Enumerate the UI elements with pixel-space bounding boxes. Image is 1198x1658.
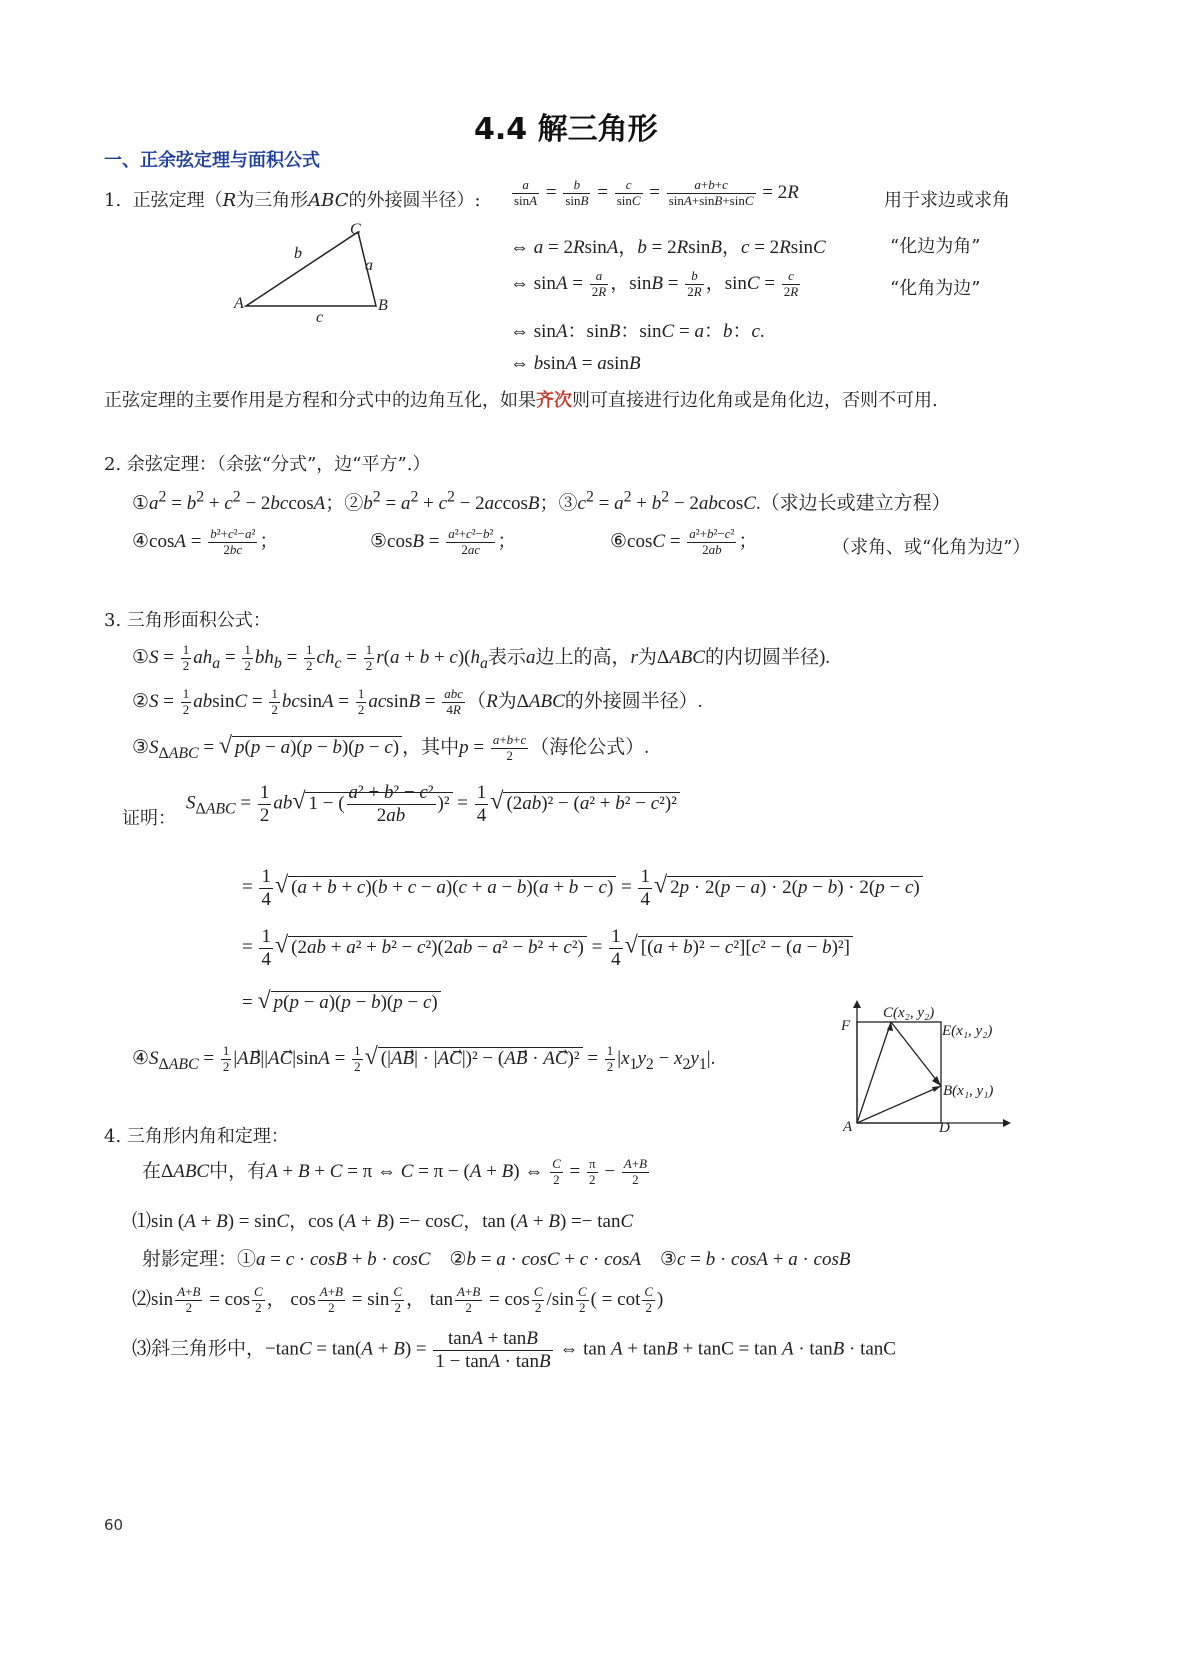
highlight-homogeneous: 齐次 [536,390,572,411]
sine-law-eq4: ⇔ sinA：sinB：sinC = a：b：c. [510,321,765,342]
cosine-formula-c: ⑥cosC = $\frac{\text{a²+b²−c²}}{2ab}$ ； [610,526,758,558]
area-formula-1: ①S = $\frac{1}{2}$ $ah_a$ = $\frac{1}{2}$ $bh_b$ = $\frac{1}{2}$ $ch_c$ = $\frac{1}{2}$ $r(a + b + c)(h_a$表示a边上的高，r为ΔABC的内切圆半径). [132,642,831,674]
area-formula-2: ②S = $\frac{1}{2}$ absinC = $\frac{1}{2}$ bcsinA = $\frac{1}{2}$ acsinB = abc 4R （R为ΔABC的外接圆半径）. [132,686,703,718]
angle-sum-line0: 在ΔABC中，有A + B + C = π ⇔ C = π − (A + B) ⇔ $\frac{C}{2}$ = $\frac{\pi}{2}$ − $\frac{A+B}{2}$ [142,1156,648,1188]
angle-sum-lead: 4. 三角形内角和定理： [104,1126,289,1147]
vertex-a-label: A [234,295,244,312]
section-heading: 一、正余弦定理与面积公式 [104,150,320,171]
point-a-label: A [843,1119,853,1135]
sine-law-note: 用于求边或求角 [884,190,1010,211]
oblique-triangle-identity: ⑶斜三角形中，−tanC = tan(A + B) = $\frac{\tan A + \tan B}{1 - \tan A \cdot \tan B}$ ⇔ tan A + tanB + tanC = tan A · tanB · tanC [132,1328,896,1372]
point-b-label: B(x₁, y₁) [943,1083,994,1099]
side-b-label: b [294,245,302,262]
sine-law-eq2: ⇔ a = 2RsinA，b = 2RsinB，c = 2RsinC [510,237,826,258]
sine-law-main-equation: $\frac{a}{\sin A}$ = $\frac{b}{\sin B}$ = $\frac{c}{\sin C}$ = $\frac{a+b+c}{\sin A+\sin B+\sin C}$ = 2R [514,177,799,208]
triangle-diagram [228,218,398,328]
sine-law-eq5: ⇔ bsinA = asinB [510,353,641,374]
area-lead: 3. 三角形面积公式： [104,610,271,631]
proof-label: 证明： [122,808,176,829]
half-angle-identities: ⑵sin $\frac{A+B}{2}$ = cos $\frac{C}{2}$ ， cos $\frac{A+B}{2}$ = sin $\frac{C}{2}$ ， tan $\frac{A+B}{2}$ = cos $\frac{C}{2}$ /sin $\frac{C}{2}$ ( = cot $\frac{C}{2}$ ) [132,1284,664,1316]
projection-theorem: 射影定理：①a = c · cosB + b · cosC ②b = a · cosC + c · cosA ③c = b · cosA + a · cosB [142,1249,851,1270]
sine-law-eq3: ⇔ sinA = $\frac{a}{2R}$ ，sinB = $\frac{b}{2R}$ ，sinC = $\frac{c}{2R}$ [510,268,799,300]
side-a-label: a [365,257,373,274]
proof-line-2: = $\frac{1}{4}$ √ (a + b + c)(b + c − a)(c + a − b)(a + b − c) = $\frac{1}{4}$ √ 2p · 2(p − a) · 2(p − b) · 2(p − c) [242,866,923,911]
cosine-formula-b: ⑤cosB = $\frac{\text{a²+c²−b²}}{2ac}$ ； [370,526,517,558]
sine-law-lead: 1. 正弦定理（R为三角形ABC的外接圆半径）: [104,190,481,211]
area-formula-vector: $④S_{\Delta ABC}$ = $\frac{1}{2}$ |AB⃗||AC⃗|sinA = $\frac{1}{2}$ √ (|AB⃗| · |AC⃗|)² − (AB⃗ · AC⃗)² = $\frac{1}{2}$ $|x_1y_2 - x_2y_1|$. [132,1043,716,1075]
cosine-formula-a: ④cosA = $\frac{\text{b²+c²−a²}}{2bc}$ ； [132,526,279,558]
side-c-label: c [316,309,324,326]
cosine-law-lead: 2. 余弦定理：（余弦“分式”，边“平方”.） [104,454,431,475]
cosine-law-note: （求角、或“化角为边”） [832,537,1031,558]
sine-law-note3: “化角为边” [890,278,981,299]
coordinate-diagram [835,998,1015,1138]
cosine-law-line1: $①a^2 = b^2 + c^2 - 2bccosA$；$②b^2 = a^2 + c^2 - 2accosB$；$③c^2 = a^2 + b^2 - 2abcosC$.（求边长或建立方程） [132,488,951,514]
sine-law-note2: “化边为角” [890,236,981,257]
proof-line-1: $S_{\Delta ABC}$ = $\frac{1}{2}$ ab√ 1 − ( $\frac{\text{a² + b² − c²}}{2ab}$ )² = $\frac{1}{4}$ √ (2ab)² − (a² + b² − c²)² [186,782,680,827]
angle-sum-line1: ⑴sin (A + B) = sinC，cos (A + B) =− cosC，tan (A + B) =− tanC [132,1211,634,1232]
area-formula-heron: $③S_{\Delta ABC}$ = √ p(p − a)(p − b)(p − c) ，其中p = $\frac{a+b+c}{2}$ （海伦公式）. [132,732,650,764]
point-f-label: F [841,1018,851,1034]
page-number: 60 [104,1516,124,1534]
vertex-b-label: B [378,297,388,314]
point-d-label: D [939,1120,950,1136]
page-title: 4.4 解三角形 [474,112,658,147]
proof-line-3: = $\frac{1}{4}$ √ (2ab + a² + b² − c²)(2ab − a² − b² + c²) = $\frac{1}{4}$ √ [(a + b)² − c²][c² − (a − b)²] [242,926,853,971]
proof-line-4: = √ p(p − a)(p − b)(p − c) [242,988,441,1015]
point-c-label: C(x₂, y₂) [883,1005,935,1021]
point-e-label: E(x₁, y₂) [942,1023,993,1039]
sine-law-summary: 正弦定理的主要作用是方程和分式中的边角互化，如果齐次则可直接进行边化角或是角化边，否则不可用. [104,390,938,411]
vertex-c-label: C [350,221,361,238]
